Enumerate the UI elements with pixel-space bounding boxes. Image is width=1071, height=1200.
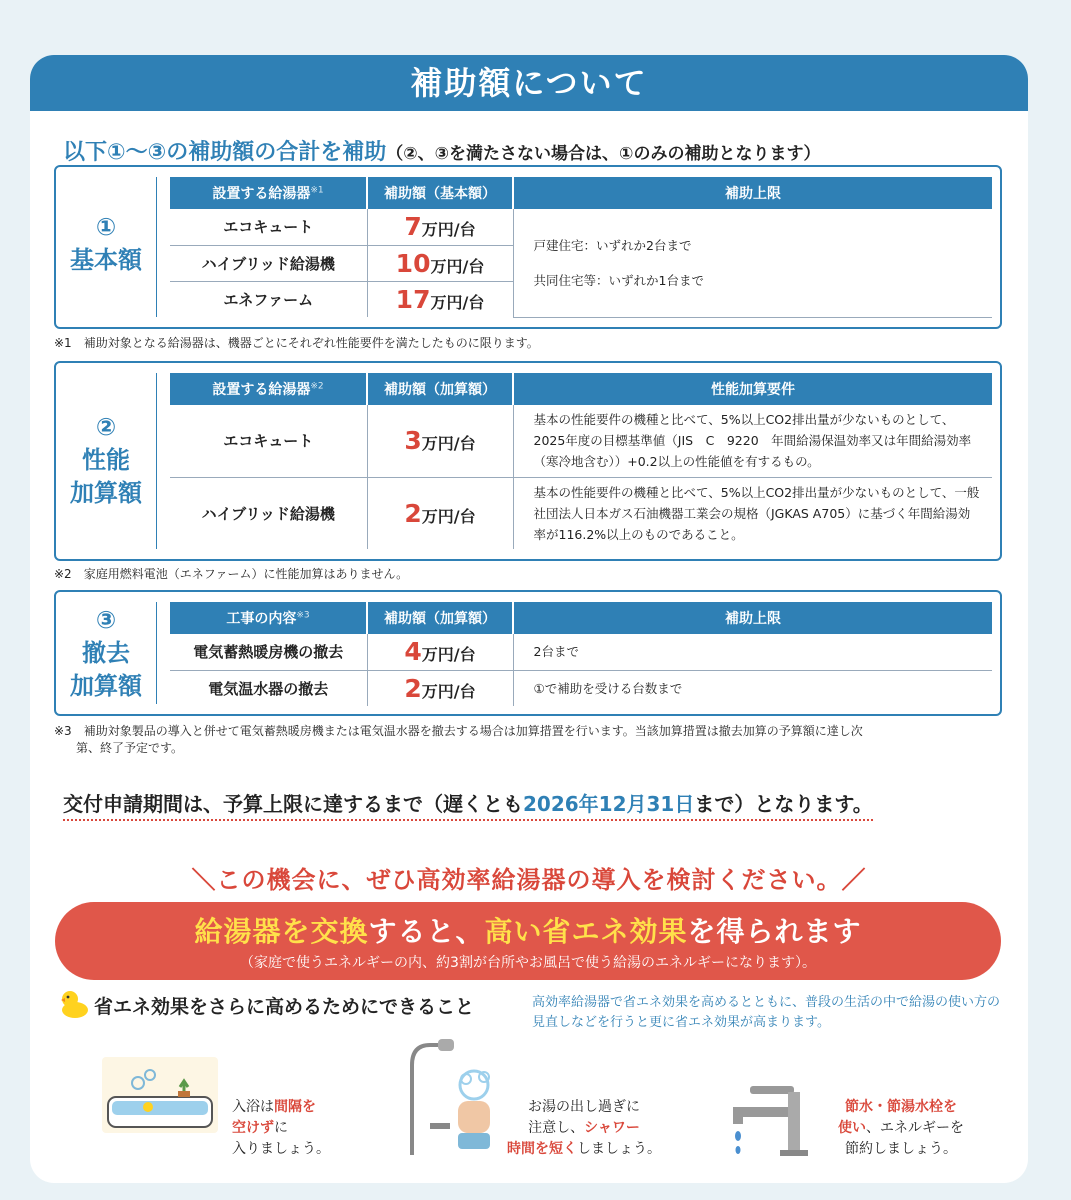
rubber-duck-icon bbox=[58, 988, 90, 1020]
table-row: ハイブリッド給湯機 10万円/台 bbox=[170, 245, 992, 281]
limit-apartment: 共同住宅等：いずれか1台まで bbox=[533, 272, 704, 288]
limit-detached: 戸建住宅：いずれか2台まで bbox=[533, 237, 692, 253]
table-row: エコキュート 7万円/台 戸建住宅：いずれか2台まで 共同住宅等：いずれか1台まで bbox=[170, 209, 992, 245]
footnote-1: ※1 補助対象となる給湯器は、機器ごとにそれぞれ性能要件を満たしたものに限ります。 bbox=[54, 336, 539, 350]
tips-description: 高効率給湯器で省エネ効果を高めるとともに、普段の生活の中で給湯の使い方の見直しなどを行うと更に省エネ効果が高まります。 bbox=[532, 995, 1001, 1030]
slogan: ＼この機会に、ぜひ高効率給湯器の導入を検討ください。／ bbox=[191, 866, 867, 894]
removal-amount-box bbox=[54, 590, 1002, 716]
subsidy-card bbox=[30, 55, 1028, 1183]
performance-amount-label: ② 性能 加算額 bbox=[70, 413, 142, 507]
removal-amount-label: ③ 撤去 加算額 bbox=[70, 606, 142, 700]
application-deadline: 交付申請期間は、予算上限に達するまで（遅くとも2026年12月31日まで）となります。 bbox=[63, 788, 873, 821]
divider bbox=[156, 373, 157, 549]
tip-bath: 入浴は間隔を 空けずに 入りましょう。 bbox=[232, 1099, 330, 1157]
benefit-banner bbox=[55, 902, 1001, 980]
basic-amount-label: ① 基本額 bbox=[70, 213, 142, 274]
tip-shower: お湯の出し過ぎに 注意し、シャワー 時間を短くしましょう。 bbox=[507, 1099, 661, 1157]
basic-amount-table: 設置する給湯器$^{※1}$ 補助額（基本額） 補助上限 エコキュート 7万円/台 戸建住宅：いずれか2台まで 共同住宅等：いずれか1台まで ハイブリッド給湯機 10万円/台 エネファーム 17万円/台 bbox=[170, 177, 992, 318]
removal-amount-table: 工事の内容$^{※3}$ 補助額（加算額） 補助上限 電気蓄熱暖房機の撤去 4万円/台 2台まで 電気温水器の撤去 2万円/台 ①で補助を受ける台数まで bbox=[170, 602, 992, 706]
faucet-illustration bbox=[730, 1080, 830, 1160]
basic-amount-box bbox=[54, 165, 1002, 329]
footnote-3: ※3 補助対象製品の導入と併せて電気蓄熱暖房機または電気温水器を撤去する場合は加算措置を行います。当該加算措置は撤去加算の予算額に達し次 第、終了予定です。 bbox=[54, 724, 863, 755]
table-row: ハイブリッド給湯機 2万円/台 基本の性能要件の機種と比べて、5%以上CO2排出量が少ないものとして、一般社団法人日本ガス石油機器工業会の規格（JGKAS A705）に基づく年間給湯効率が116.2%以上のものであること。 bbox=[170, 477, 992, 549]
lead-main: 以下①～③の補助額の合計を補助 bbox=[63, 140, 387, 165]
tip-faucet: 節水・節湯水栓を 使い、エネルギーを 節約しましょう。 bbox=[838, 1099, 964, 1157]
lead-text bbox=[63, 135, 820, 166]
table-row: エコキュート 3万円/台 基本の性能要件の機種と比べて、5%以上CO2排出量が少ないものとして、2025年度の目標基準値（JIS C 9220 年間給湯保温効率又は年間給湯効率（寒冷地含む））+0.2以上の性能値を有するもの。 bbox=[170, 405, 992, 477]
performance-amount-table: 設置する給湯器$^{※2}$ 補助額（加算額） 性能加算要件 エコキュート 3万円/台 基本の性能要件の機種と比べて、5%以上CO2排出量が少ないものとして、2025年度の目標基準値（JIS C 9220 年間給湯保温効率又は年間給湯効率（寒冷地含む））+0.2以上の性能値を有するもの。 ハイブリッド給湯機 2万円/台 基本の性能要件の機種と比べて、5%以上CO2排出量が少ないものとして、一般社団法人日本ガス石油機器工業会の規格（JGKAS A705）に基づく年間給湯効率が116.2%以上のものであること。 bbox=[170, 373, 992, 549]
performance-amount-box bbox=[54, 361, 1002, 561]
bathtub-illustration bbox=[100, 1055, 220, 1135]
tips-title: 省エネ効果をさらに高めるためにできること bbox=[94, 996, 475, 1018]
divider bbox=[156, 602, 157, 704]
lead-sub: （②、③を満たさない場合は、①のみの補助となります） bbox=[386, 144, 821, 164]
table-row: 電気蓄熱暖房機の撤去 4万円/台 2台まで bbox=[170, 634, 992, 670]
divider bbox=[156, 177, 157, 317]
banner-subtext: （家庭で使うエネルギーの内、約3割が台所やお風呂で使う給湯のエネルギーになります）。 bbox=[240, 955, 816, 971]
footnote-2: ※2 家庭用燃料電池（エネファーム）に性能加算はありません。 bbox=[54, 567, 409, 581]
page-title: 補助額について bbox=[30, 55, 1028, 111]
banner-headline: 給湯器を交換すると、高い省エネ効果を得られます bbox=[194, 915, 862, 948]
table-row: 電気温水器の撤去 2万円/台 ①で補助を受ける台数まで bbox=[170, 670, 992, 706]
table-row: エネファーム 17万円/台 bbox=[170, 281, 992, 317]
